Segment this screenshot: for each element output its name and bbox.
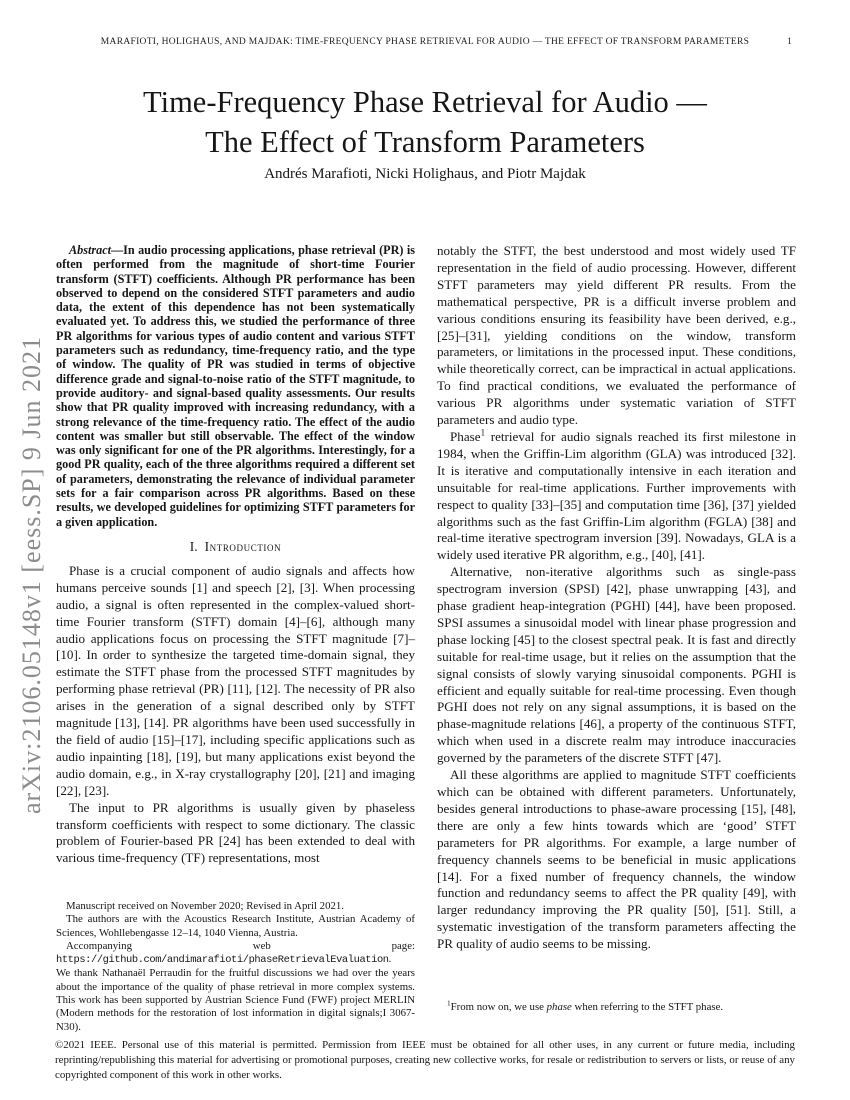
abstract xyxy=(56,243,415,529)
footnote-1-post: when referring to the STFT phase. xyxy=(571,1001,724,1013)
authors-line: Andrés Marafioti, Nicki Holighaus, and Piotr Majdak xyxy=(264,166,586,182)
footnote-marker-1: 1 xyxy=(480,427,486,438)
page-number: 1 xyxy=(786,37,792,47)
section-number: I. xyxy=(189,538,198,554)
affiliation-note: The authors are with the Acoustics Research Institute, Austrian Academy of Sciences, Wohllebengasse 12–14, 1040 Vienna, Austria. xyxy=(56,913,415,939)
paper-title-line1: Time-Frequency Phase Retrieval for Audio — xyxy=(143,85,707,119)
footnote-1-pre: From now on, we use xyxy=(450,1001,547,1013)
intro-paragraph-4: Alternative, non-iterative algorithms such as single-pass spectrogram inversion (SPSI) [42], phase unwrapping [43], and phase gradient heap-integration (PGHI) [44], have been proposed. SPSI assumes a sinusoidal model with linear phase progression and phase locking [45] to the closest spectral peak. It is fast and directly suitable for real-time usage, but it relies on the assumption that the signal consists of slowly varying sinusoidal components. PGHI is efficient and equally suitable for real-time processing. Even though PGHI does not rely on any signal assumptions, it is based on the phase-magnitude relations [46], a property of the continuous STFT, which when used in a discrete realm may introduce inaccuracies governed by the parameters of the discrete STFT [47]. xyxy=(437,564,796,766)
copyright-notice: ©2021 IEEE. Personal use of this material is permitted. Permission from IEEE must be obtained for all other uses, in any current or future media, including reprinting/republishing this material for advertising or promotional purposes, creating new collective works, for resale or redistribution to servers or lists, or reuse of any copyrighted component of this work in other works. xyxy=(55,1039,795,1081)
footnote-1 xyxy=(437,998,796,1014)
intro-paragraph-2-continuation: notably the STFT, the best understood and most widely used TF representation in the field of audio processing. However, different STFT parameters may yield different PR results. From the mathematical perspective, PR is a difficult inverse problem and various conditions ensuring its feasibility have been derived, e.g., [25]–[31], yielding conditions on the window, transform parameters, or limitations in the processed input. These conditions, while theoretically correct, can be impractical in actual applications. To find practical conditions, we evaluated the performance of various PR algorithms under systematic variation of STFT parameters and audio type. xyxy=(437,243,796,428)
footnote-1-marker: 1 xyxy=(447,998,451,1008)
abstract-text: —In audio processing applications, phase retrieval (PR) is often performed from the magnitude of short-time Fourier transform (STFT) coefficients. Although PR performance has been observed to depend on the considered STFT parameters and audio data, the extent of this dependence has not been systematically evaluated yet. To address this, we studied the performance of three PR algorithms for various types of audio content and various STFT parameters such as redundancy, time-frequency ratio, and the type of window. The quality of PR was studied in terms of objective difference grade and signal-to-noise ratio of the STFT magnitude, to provide auditory- and signal-based quality assessments. Our results show that PR quality improved with increasing redundancy, with a strong relevance of the time-frequency ratio. The effect of the audio content was smaller but still observable. The effect of the window was only significant for one of the PR algorithms. Interestingly, for a good PR quality, each of the three algorithms required a different set of parameters, demonstrating the relevance of individual parameter sets for a fair comparison across PR algorithms. Based on these results, we developed guidelines for optimizing STFT parameters for a given application. xyxy=(56,243,415,529)
manuscript-note: Manuscript received on November 2020; Revised in April 2021. xyxy=(66,900,344,912)
left-column xyxy=(56,243,415,867)
abstract-label: Abstract xyxy=(69,243,111,257)
right-column xyxy=(437,243,796,953)
arxiv-watermark: arXiv:2106.05148v1 [eess.SP] 9 Jun 2021 xyxy=(17,335,46,815)
section-title: Introduction xyxy=(204,538,282,554)
paper-title-line2: The Effect of Transform Parameters xyxy=(205,125,645,159)
intro-paragraph-1: Phase is a crucial component of audio signals and affects how humans perceive sounds [1] and speech [2], [3]. When processing audio, a signal is often represented in the complex-valued short-time Fourier transform (STFT) domain [4]–[6], although many audio applications focus on processing the STFT magnitude [7]–[10]. In order to synthesize the targeted time-domain signal, they estimate the STFT phase from the processed STFT magnitudes by performing phase retrieval (PR) [11], [12]. The necessity of PR also arises in the generation of a signal described only by STFT magnitude [13], [14]. PR algorithms have been used successfully in the field of audio [15]–[17], including specific applications such as audio inpainting [18], [19], but many applications exist beyond the audio domain, e.g., in X-ray crystallography [20], [21] and imaging [22], [23]. xyxy=(56,562,415,798)
running-head-title: MARAFIOTI, HOLIGHAUS, AND MAJDAK: TIME-FREQUENCY PHASE RETRIEVAL FOR AUDIO — THE EFFECT OF TRANSFORM PARAMETERS xyxy=(100,37,750,47)
intro-paragraph-3 xyxy=(437,429,796,564)
webpage-label: Accompanying web page: xyxy=(66,939,415,952)
p3-lead: Phase xyxy=(450,428,481,444)
p3-rest: retrieval for audio signals reached its first milestone in 1984, when the Griffin-Lim algorithm (GLA) was introduced [32]. It is iterative and computationally intensive in each iteration and unsuitable for real-time applications. Further improvements with respect to quality [33]–[35] and computation time [36], [37] yielded algorithms such as the fast Griffin-Lim algorithm (FGLA) [38] and real-time iterative spectrogram inversion [39]. Nowadays, GLA is a widely used iterative PR algorithm, e.g., [40], [41]. xyxy=(437,428,796,563)
intro-paragraph-2: The input to PR algorithms is usually given by phaseless transform coefficients with respect to some dictionary. The classic problem of Fourier-based PR [24] has been extended to deal with various time-frequency (TF) representations, most xyxy=(56,799,415,866)
webpage-note xyxy=(56,940,415,968)
webpage-url[interactable]: https://github.com/andimarafioti/phaseRetrievalEvaluation xyxy=(56,954,389,967)
footnote-1-italic-word: phase xyxy=(546,1001,572,1013)
acknowledgment-note: We thank Nathanaël Perraudin for the fruitful discussions we had over the years about the importance of the quality of phase retrieval in more complex systems. This work has been supported by Austrian Science Fund (FWF) project MERLIN (Modern methods for the restoration of lost information in digital signals;I 3067-N30). xyxy=(56,967,415,1033)
intro-paragraph-5: All these algorithms are applied to magnitude STFT coefficients which can be obtained with different parameters. Unfortunately, besides general introductions to phase-aware processing [15], [48], there are only a few hints towards which are ‘good’ STFT parameters for PR algorithms. For example, a large number of frequency channels seems to be beneficial in music applications [14]. For a fixed number of frequency channels, the window function and redundancy seems to affect the PR quality [49], with larger redundancy improving the PR quality [50], [51]. Still, a systematic investigation of the transform parameters affecting the PR quality of audio seems to be missing. xyxy=(437,767,796,952)
section-heading-introduction xyxy=(56,539,415,555)
running-head xyxy=(55,37,795,47)
first-page-footnote-block xyxy=(56,900,415,1034)
webpage-period: . xyxy=(388,953,392,966)
paper-title xyxy=(0,82,850,162)
